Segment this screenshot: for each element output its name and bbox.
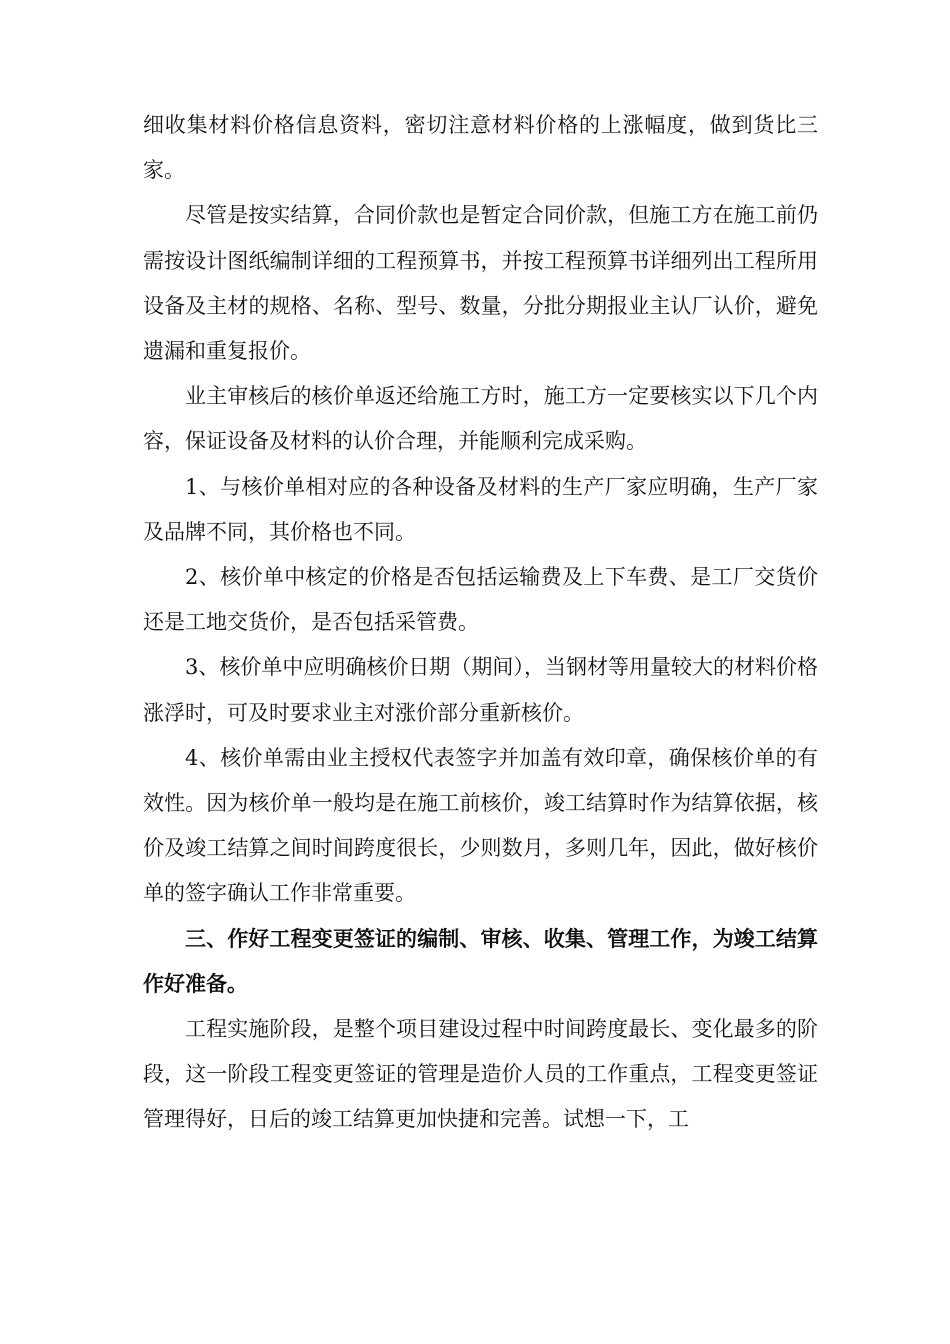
paragraph-verification: 业主审核后的核价单返还给施工方时，施工方一定要核实以下几个内容，保证设备及材料的认价合理，并能顺利完成采购。 (143, 384, 818, 454)
section-heading: 三、作好工程变更签证的编制、审核、收集、管理工作，为竣工结算作好准备。 (143, 926, 818, 996)
list-item-1: 1、与核价单相对应的各种设备及材料的生产厂家应明确，生产厂家及品牌不同，其价格也不同。 (143, 474, 818, 544)
list-item-2: 2、核价单中核定的价格是否包括运输费及上下车费、是工厂交货价还是工地交货价，是否包括采管费。 (143, 565, 818, 635)
paragraph-continuation: 细收集材料价格信息资料，密切注意材料价格的上涨幅度，做到货比三家。 (143, 113, 818, 183)
list-item-3: 3、核价单中应明确核价日期（期间），当钢材等用量较大的材料价格涨浮时，可及时要求业主对涨价部分重新核价。 (143, 655, 818, 725)
paragraph-settlement: 尽管是按实结算，合同价款也是暂定合同价款，但施工方在施工前仍需按设计图纸编制详细的工程预算书，并按工程预算书详细列出工程所用设备及主材的规格、名称、型号、数量，分批分期报业主认厂认价，避免遗漏和重复报价。 (143, 203, 818, 364)
list-item-4: 4、核价单需由业主授权代表签字并加盖有效印章，确保核价单的有效性。因为核价单一般均是在施工前核价，竣工结算时作为结算依据，核价及竣工结算之间时间跨度很长，少则数月，多则几年，因此，做好核价单的签字确认工作非常重要。 (143, 745, 818, 906)
paragraph-implementation: 工程实施阶段，是整个项目建设过程中时间跨度最长、变化最多的阶段，这一阶段工程变更签证的管理是造价人员的工作重点，工程变更签证管理得好，日后的竣工结算更加快捷和完善。试想一下，工 (143, 1017, 818, 1132)
document-page (143, 103, 818, 1143)
